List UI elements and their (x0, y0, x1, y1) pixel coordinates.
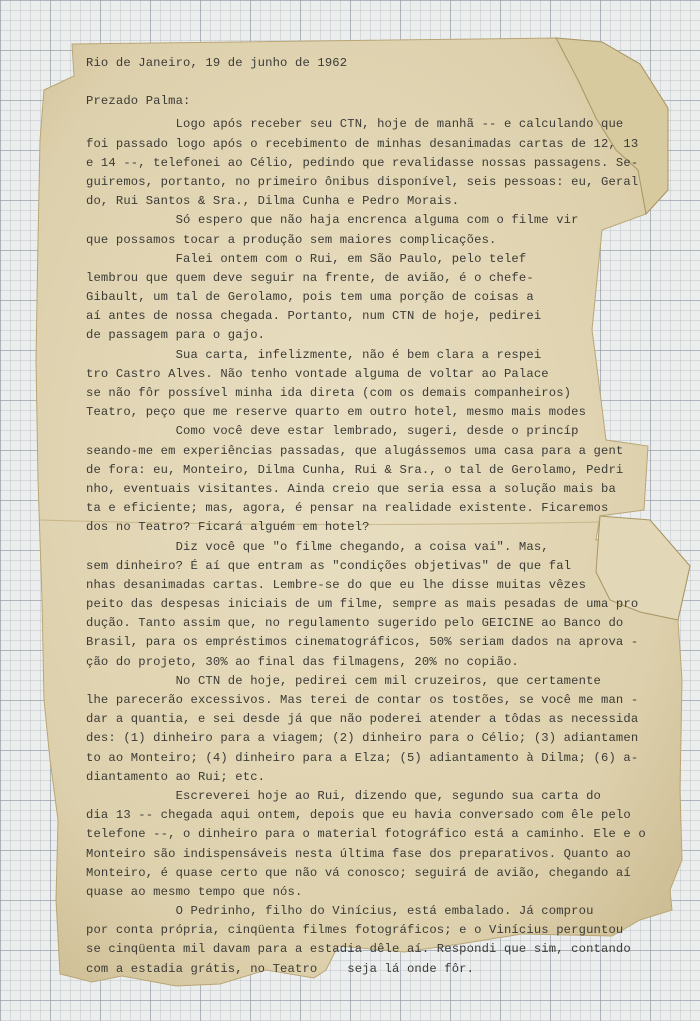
letter-line: diantamento ao Rui; etc. (86, 769, 266, 784)
letter-line: to ao Monteiro; (4) dinheiro para a Elza; (5) adiantamento à Dilma; (6) a- (86, 750, 639, 765)
letter-line: dar a quantia, e sei desde já que não poderei atender a tôdas as necessida (86, 712, 639, 727)
letter-line: des: (1) dinheiro para a viagem; (2) dinheiro para o Célio; (3) adiantamen (86, 731, 639, 746)
letter-line: seando-me em experiências passadas, que alugássemos uma casa para a gent (86, 443, 624, 458)
letter-line: quase ao mesmo tempo que nós. (86, 884, 303, 899)
letter-line: sem dinheiro? É aí que entram as "condições objetivas" de que fal (86, 558, 572, 573)
letter-line: peito das despesas iniciais de um filme, sempre as mais pesadas de uma pro (86, 597, 639, 612)
letter-line: No CTN de hoje, pedirei cem mil cruzeiros, que certamente (86, 673, 601, 688)
letter-line: Diz você que "o filme chegando, a coisa vai". Mas, (86, 539, 549, 554)
letter-line: aí antes de nossa chegada. Portanto, num CTN de hoje, pedirei (86, 309, 542, 324)
letter-body (86, 115, 686, 978)
letter-line: com a estadia grátis, no Teatro seja lá onde fôr. (86, 961, 475, 976)
letter-line: tro Castro Alves. Não tenho vontade alguma de voltar ao Palace (86, 366, 549, 381)
letter-line: Falei ontem com o Rui, em São Paulo, pelo telef (86, 251, 527, 266)
letter-line: do, Rui Santos & Sra., Dilma Cunha e Pedro Morais. (86, 194, 460, 209)
letter-line: Escreverei hoje ao Rui, dizendo que, segundo sua carta do (86, 788, 601, 803)
letter-line: Teatro, peço que me reserve quarto em outro hotel, mesmo mais modes (86, 405, 587, 420)
letter-line: Só espero que não haja encrenca alguma com o filme vir (86, 213, 579, 228)
typed-letter (86, 54, 686, 979)
letter-line: Monteiro são indispensáveis nesta última fase dos preparativos. Quanto ao (86, 846, 631, 861)
letter-line: dução. Tanto assim que, no regulamento sugerido pelo GEICINE ao Banco do (86, 616, 624, 631)
letter-line: que possamos tocar a produção sem maiores complicações. (86, 232, 497, 247)
letter-line: se cinqüenta mil davam para a estadia dêle aí. Respondi que sim, contando (86, 942, 631, 957)
letter-greeting: Prezado Palma: (86, 94, 191, 109)
letter-line: Monteiro, é quase certo que não vá conosco; seguirá de avião, chegando aí (86, 865, 631, 880)
letter-line: O Pedrinho, filho do Vinícius, está embalado. Já comprou (86, 904, 594, 919)
letter-line: de passagem para o gajo. (86, 328, 266, 343)
letter-line: por conta própria, cinqüenta filmes fotográficos; e o Vinícius perguntou (86, 923, 624, 938)
letter-line: se não fôr possível minha ida direta (com os demais companheiros) (86, 386, 572, 401)
letter-line: e 14 --, telefonei ao Célio, pedindo que revalidasse nossas passagens. Se- (86, 155, 639, 170)
letter-line: de fora: eu, Monteiro, Dilma Cunha, Rui & Sra., o tal de Gerolamo, Pedri (86, 462, 624, 477)
letter-line: dos no Teatro? Ficará alguém em hotel? (86, 520, 370, 535)
letter-line: lembrou que quem deve seguir na frente, de avião, é o chefe- (86, 270, 534, 285)
letter-line: ção do projeto, 30% ao final das filmagens, 20% no copião. (86, 654, 519, 669)
letter-line: Gibault, um tal de Gerolamo, pois tem uma porção de coisas a (86, 290, 534, 305)
letter-line: Como você deve estar lembrado, sugeri, desde o princíp (86, 424, 579, 439)
letter-line: foi passado logo após o recebimento de minhas desanimadas cartas de 12, 13 (86, 136, 639, 151)
letter-date: Rio de Janeiro, 19 de junho de 1962 (86, 56, 348, 70)
letter-line: guiremos, portanto, no primeiro ônibus disponível, seis pessoas: eu, Geral (86, 174, 639, 189)
letter-line: dia 13 -- chegada aqui ontem, depois que eu havia conversado com êle pelo (86, 808, 631, 823)
letter-line: Brasil, para os empréstimos cinematográficos, 50% seriam dados na aprova - (86, 635, 639, 650)
letter-line: telefone --, o dinheiro para o material fotográfico está a caminho. Ele e o (86, 827, 646, 842)
letter-line: Sua carta, infelizmente, não é bem clara a respei (86, 347, 542, 362)
letter-line: ta e eficiente; mas, agora, é pensar na realidade existente. Ficaremos (86, 501, 609, 516)
letter-line: lhe parecerão excessivos. Mas terei de contar os tostões, se você me man - (86, 693, 639, 708)
letter-line: nho, eventuais visitantes. Ainda creio que seria essa a solução mais ba (86, 481, 616, 496)
letter-line: nhas desanimadas cartas. Lembre-se do que eu lhe disse muitas vêzes (86, 577, 587, 592)
letter-line: Logo após receber seu CTN, hoje de manhã -- e calculando que (86, 117, 624, 132)
